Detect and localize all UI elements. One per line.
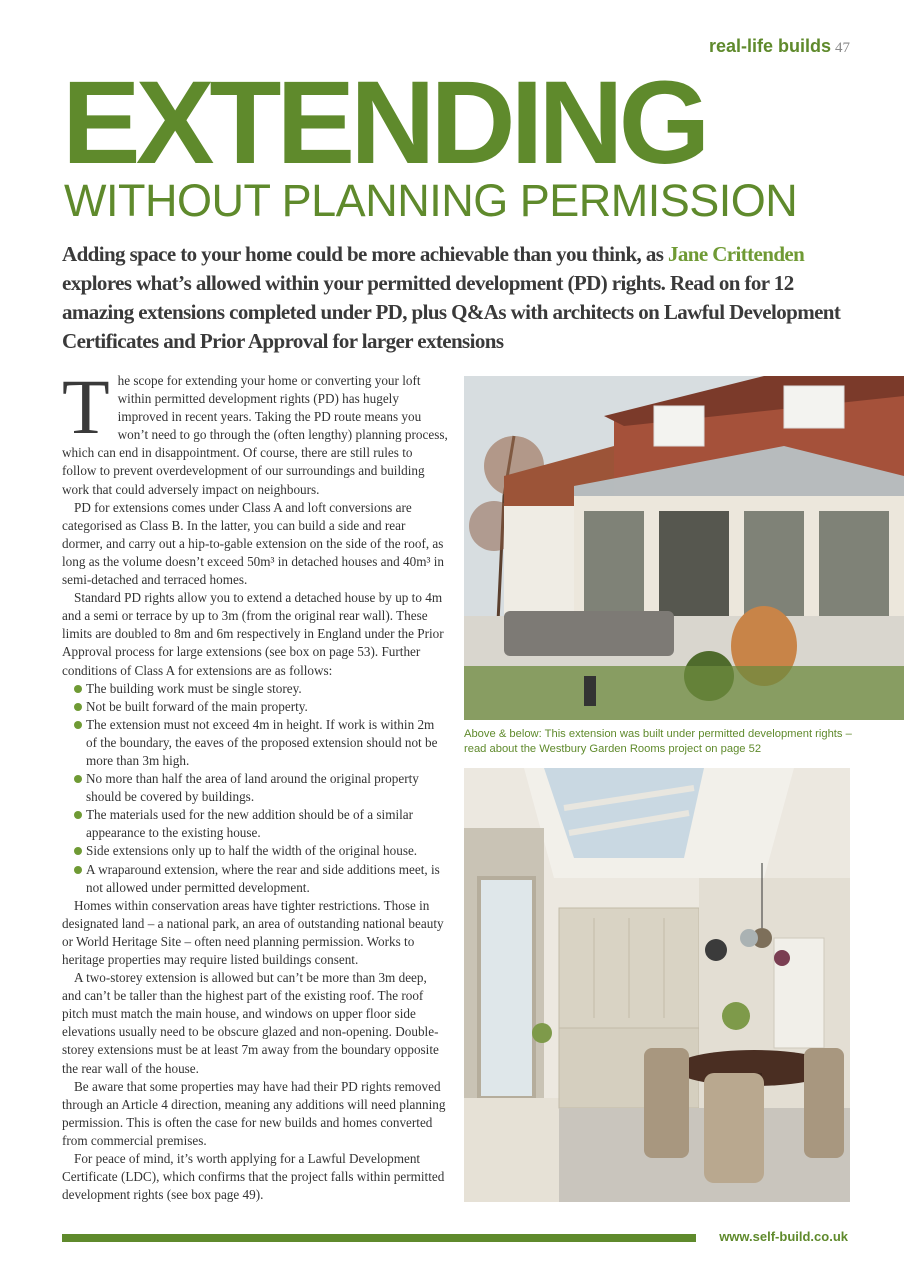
conditions-list	[62, 680, 448, 897]
list-item: A wraparound extension, where the rear and side additions meet, is not allowed under permitted development.	[74, 861, 448, 897]
list-item: Side extensions only up to half the width of the original house.	[74, 842, 448, 860]
paragraph-1: The scope for extending your home or converting your loft within permitted development rights (PD) has hugely improved in recent years. Taking the PD route means you won’t need to go through the (often lengthy) planning process, which can end in disappointment. Of course, there are still rules to follow to prevent overdevelopment of our surroundings and building work that could adversely impact on neighbours.	[62, 363, 448, 497]
section-label: real-life builds	[708, 36, 831, 56]
interior-dining-photo	[464, 768, 850, 1202]
paragraph-5: A two-storey extension is allowed but can’t be more than 3m deep, and can’t be taller than the highest part of the existing roof. The roof pitch must match the main house, and windows on upper floor side elevations usually need to be obscure glazed and non-opening. Double-storey extensions must be at least 7m away from the boundary opposite the rear wall of the house.	[62, 970, 439, 1076]
list-item: The materials used for the new addition should be of a similar appearance to the existing house.	[74, 806, 448, 842]
interior-photo-illustration	[464, 768, 850, 1202]
drop-cap: T	[62, 363, 110, 450]
paragraph-6: Be aware that some properties may have had their PD rights removed through an Article 4 direction, meaning any additions will need planning permission. This is often the case for new builds and homes converted from commercial premises.	[62, 1078, 446, 1148]
exterior-extension-photo	[464, 376, 904, 720]
list-item: Not be built forward of the main property.	[74, 698, 448, 716]
paragraph-4: Homes within conservation areas have tighter restrictions. Those in designated land – a national park, an area of outstanding national beauty or World Heritage Site – often need planning permission. Works to heritage properties may require listed buildings consent.	[62, 897, 444, 967]
paragraph-3: Standard PD rights allow you to extend a detached house by up to 4m and a semi or terrace by up to 3m (from the original rear wall). These limits are doubled to 8m and 6m respectively in England under the Prior Approval process for large extensions (see box on page 53). Further conditions of Class A for extensions are as follows:	[62, 590, 444, 678]
exterior-photo-illustration	[464, 376, 904, 720]
paragraph-7: For peace of mind, it’s worth applying for a Lawful Development Certificate (LDC), which confirms that the project falls within permitted development rights (see box page 49).	[62, 1151, 445, 1203]
list-item: No more than half the area of land around the original property should be covered by buildings.	[74, 770, 448, 806]
list-item: The extension must not exceed 4m in height. If work is within 2m of the boundary, the eaves of the proposed extension should not be more than 3m high.	[74, 716, 448, 770]
author-name: Jane Crittenden	[667, 242, 805, 266]
photo-caption: Above & below: This extension was built under permitted development rights – read about the Westbury Garden Rooms project on page 52	[464, 728, 852, 755]
article-body	[62, 363, 448, 1204]
page-subtitle: WITHOUT PLANNING PERMISSION	[64, 175, 798, 226]
standfirst-rest: explores what’s allowed within your permitted development (PD) rights. Read on for 12 amazing extensions completed under PD, plus Q&As with architects on Lawful Development Certificates and Prior Approval for larger extensions	[62, 271, 841, 353]
footer-rule	[62, 1234, 696, 1242]
running-header	[709, 36, 850, 57]
standfirst-intro: Adding space to your home could be more achievable than you think, as	[62, 242, 668, 266]
list-item: The building work must be single storey.	[74, 680, 448, 698]
page-number: 47	[835, 40, 850, 56]
page-title: EXTENDING	[62, 57, 706, 189]
standfirst	[62, 240, 862, 356]
footer-url[interactable]: www.self-build.co.uk	[719, 1229, 848, 1244]
paragraph-2: PD for extensions comes under Class A and loft conversions are categorised as Class B. In the latter, you can build a side and rear dormer, and carry out a hip-to-gable extension on the side of the roof, as long as the volume doesn’t exceed 50m³ in detached houses and 40m³ in semi-detached and terraced homes.	[62, 499, 444, 588]
